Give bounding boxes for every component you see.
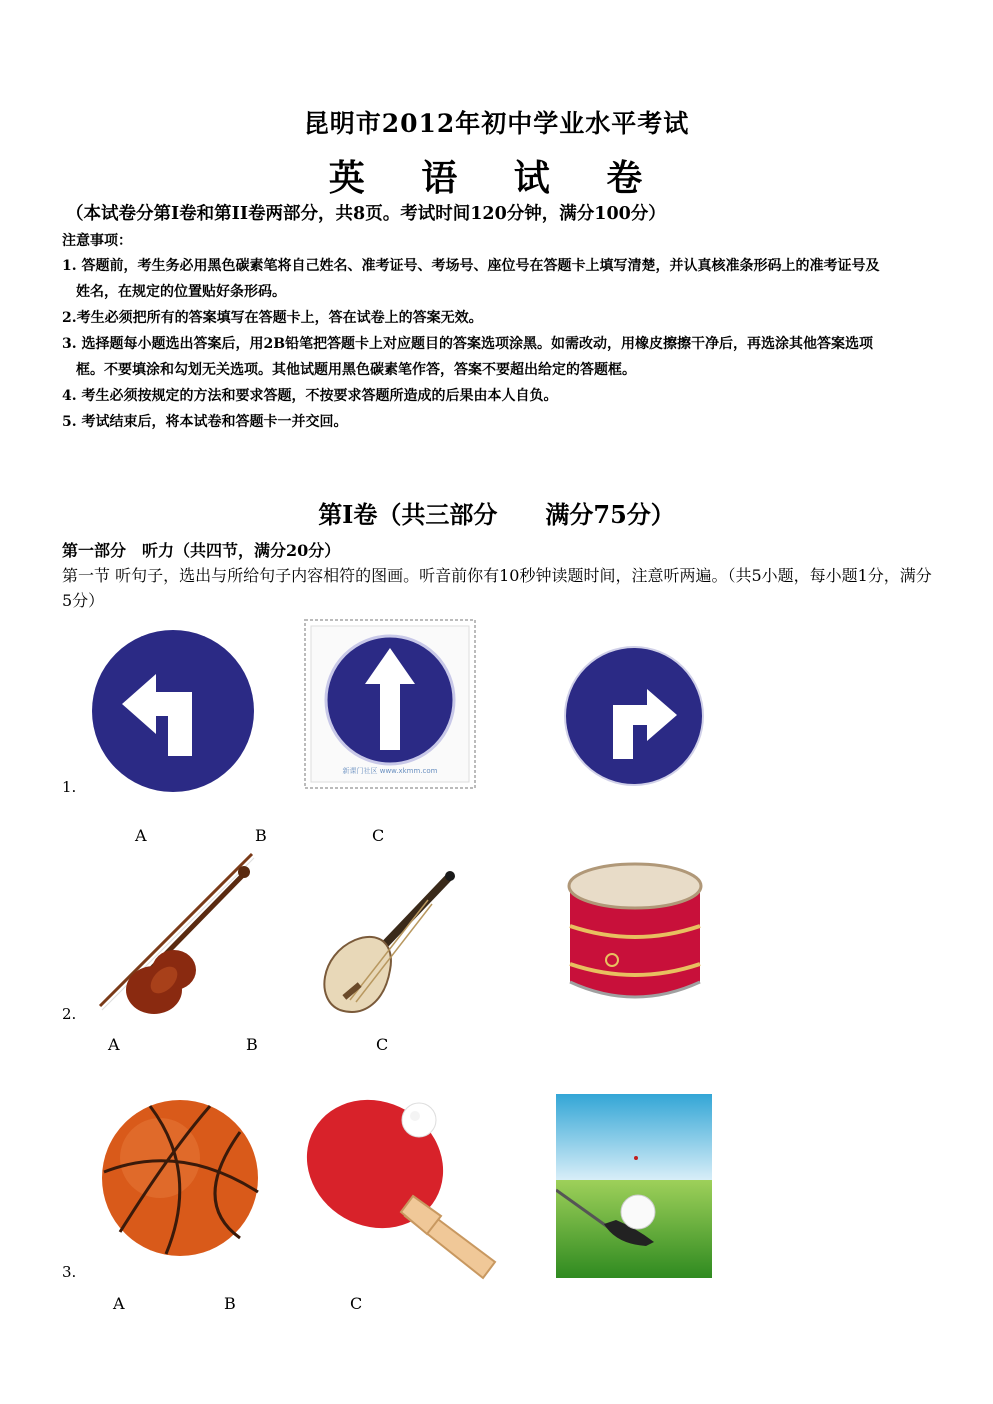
- option-a-label: A: [113, 1294, 125, 1313]
- notice-item-5: [62, 409, 942, 435]
- section-instructions: 第一节 听句子，选出与所给句子内容相符的图画。听音前你有10秒钟读题时间，注意听两遍。（共5小题，每小题1分，满分5分）: [62, 566, 932, 610]
- option-c-label: C: [372, 826, 385, 845]
- option-b-label: B: [246, 1035, 258, 1054]
- pipa-icon: [310, 860, 470, 1018]
- basketball-image: [90, 1082, 270, 1268]
- notice-item-text: 2.考生必须把所有的答案填写在答题卡上，答在试卷上的答案无效。: [62, 310, 483, 326]
- golf-icon: [556, 1094, 712, 1278]
- exam-subject: 英 语 试 卷: [328, 157, 665, 199]
- question-number: 1.: [62, 778, 77, 796]
- notice-heading: 注意事项：: [62, 233, 132, 249]
- right-turn-sign-image: [563, 645, 705, 787]
- left-turn-arrow-icon: [90, 628, 256, 794]
- question-number: 2.: [62, 1005, 77, 1023]
- option-c-label: C: [350, 1294, 363, 1313]
- ping-pong-paddle-image: [305, 1092, 501, 1282]
- notice-item-4: [62, 383, 942, 409]
- ping-pong-paddle-icon: [305, 1092, 501, 1282]
- notice-item-continuation: 框。不要填涂和勾划无关选项。其他试题用黑色碳素笔作答，答案不要超出给定的答题框。: [76, 362, 636, 378]
- notice-item-text: 3. 选择题每小题选出答案后，用2B铅笔把答题卡上对应题目的答案选项涂黑。如需改动，用橡皮擦擦干净后，再选涂其他答案选项: [62, 336, 874, 352]
- exam-info: （本试卷分第I卷和第II卷两部分，共8页。考试时间120分钟，满分100分）: [66, 204, 666, 224]
- violin-icon: [92, 850, 260, 1018]
- option-b-label: B: [255, 826, 267, 845]
- volume-title: 第I卷（共三部分 满分75分）: [318, 500, 675, 529]
- drum-image: [560, 852, 710, 1010]
- option-c-label: C: [376, 1035, 389, 1054]
- notice-list: [62, 253, 942, 435]
- notice-item-2: [62, 305, 942, 331]
- golf-image: [556, 1094, 712, 1278]
- option-a-label: A: [135, 826, 147, 845]
- part-title: 第一部分 听力（共四节，满分20分）: [62, 541, 341, 560]
- violin-image: [92, 850, 260, 1018]
- notice-item-continuation: 姓名，在规定的位置贴好条形码。: [76, 284, 286, 300]
- notice-item-text: 1. 答题前，考生务必用黑色碳素笔将自己姓名、准考证号、考场号、座位号在答题卡上填写清楚，并认真核准条形码上的准考证号及: [62, 258, 880, 274]
- option-b-label: B: [224, 1294, 236, 1313]
- question-number: 3.: [62, 1263, 77, 1281]
- notice-item-text: 4. 考生必须按规定的方法和要求答题，不按要求答题所造成的后果由本人自负。: [62, 388, 558, 404]
- option-a-label: A: [108, 1035, 120, 1054]
- right-turn-arrow-icon: [563, 645, 705, 787]
- left-turn-sign-image: [90, 628, 256, 794]
- watermark-text: 新课门社区 www.xkmm.com: [342, 767, 438, 775]
- exam-title: 昆明市2012年初中学业水平考试: [303, 109, 690, 138]
- notice-item-3: [62, 331, 942, 383]
- pipa-image: [310, 860, 470, 1018]
- notice-item-1: [62, 253, 942, 305]
- basketball-icon: [90, 1082, 270, 1268]
- notice-item-text: 5. 考试结束后，将本试卷和答题卡一并交回。: [62, 414, 348, 430]
- drum-icon: [560, 852, 710, 1010]
- straight-ahead-sign-image: [303, 618, 477, 790]
- up-arrow-icon: [303, 618, 477, 790]
